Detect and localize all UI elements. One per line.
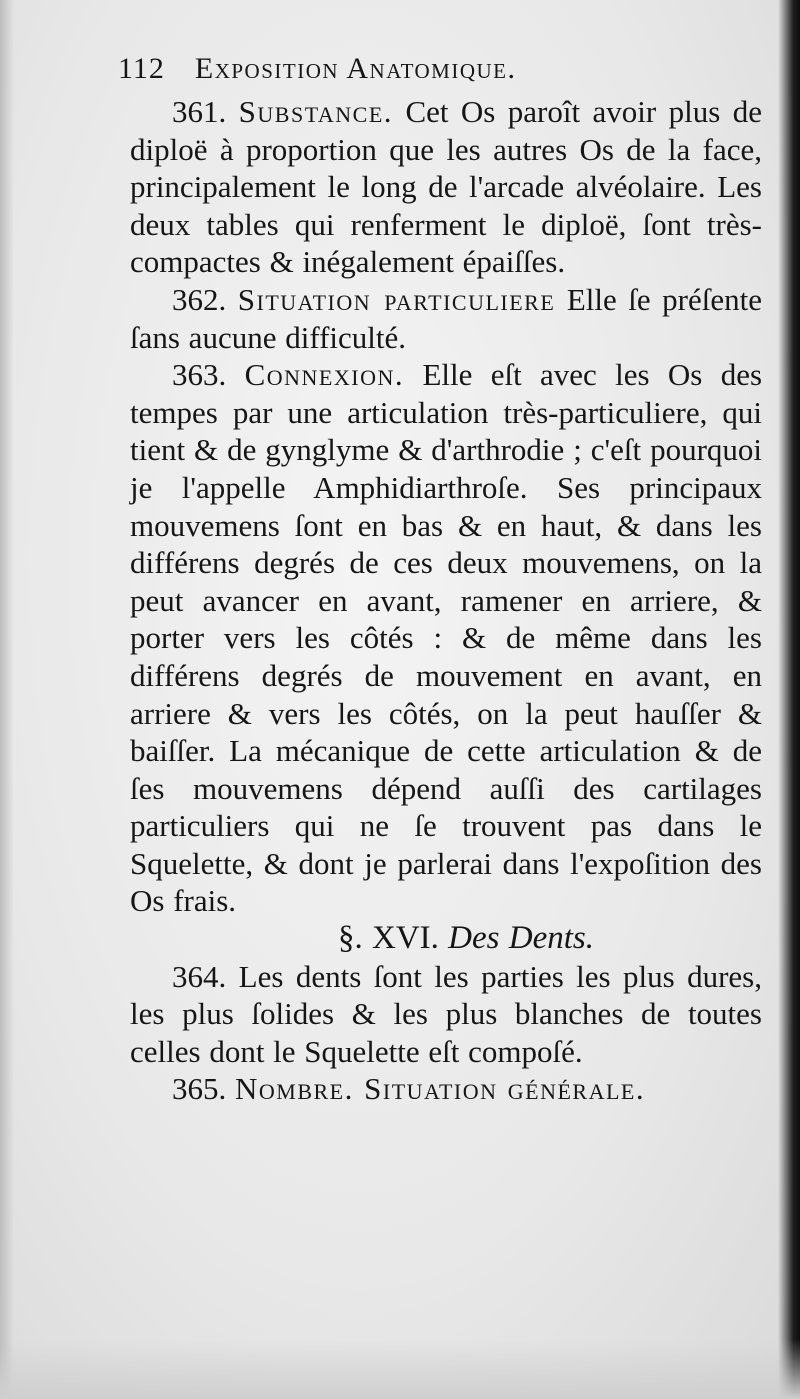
- running-title: Exposition Anatomique.: [194, 52, 517, 85]
- paragraph-363: [130, 356, 762, 920]
- section-heading: [130, 920, 762, 958]
- paragraph-number: 363.: [172, 357, 227, 393]
- paragraph-title: Situation particuliere: [237, 281, 556, 317]
- gutter-shadow: [0, 0, 14, 1399]
- paragraph-text: Les dents ſont les parties les plus dures, les plus ſolides & les plus blanches de toutes celles dont le Squelette eſt compoſé.: [130, 958, 762, 1069]
- paragraph-text: Cet Os paroît avoir plus de diploë à proportion que les autres Os de la face, principalement le long de l'arcade alvéolaire. Les deux tables qui renferment le diploë, ſont très-compactes & inégalement épaiſſes.: [130, 94, 762, 280]
- section-title: Des Dents.: [448, 920, 594, 957]
- page-number: 112: [118, 52, 165, 85]
- paragraph-362: [130, 281, 762, 356]
- running-head: [118, 52, 678, 86]
- body-text: [130, 93, 762, 1108]
- paragraph-361: [130, 93, 762, 281]
- paragraph-text: Elle ſe préſente ſans aucune difficulté.: [130, 281, 763, 355]
- bottom-shade: [0, 1339, 800, 1399]
- paragraph-number: 365.: [172, 1071, 227, 1107]
- paragraph-number: 361.: [172, 94, 227, 129]
- paragraph-title: Substance.: [238, 94, 394, 129]
- paragraph-365: [130, 1070, 762, 1108]
- page-edge: [778, 0, 800, 1399]
- section-number: §. XVI.: [338, 920, 439, 957]
- paragraph-title: Nombre. Situation générale.: [235, 1071, 646, 1107]
- paragraph-number: 364.: [172, 958, 227, 994]
- paragraph-number: 362.: [172, 281, 227, 317]
- paragraph-364: [130, 958, 762, 1071]
- paragraph-text: Elle eſt avec les Os des tempes par une articulation très-particuliere, qui tient & de gynglyme & d'arthrodie ; c'eſt pourquoi je l'appelle Amphidiarthroſe. Ses principaux mouvemens ſont en bas & en haut, & dans les différens degrés de ces deux mouvemens, on la peut avancer en avant, ramener en arriere, & porter vers les côtés : & de même dans les différens degrés de mouvement en avant, en arriere & vers les côtés, on la peut hauſſer & baiſſer. La mécanique de cette articulation & de ſes mouvemens dépend auſſi des cartilages particuliers qui ne ſe trouvent pas dans le Squelette, & dont je parlerai dans l'expoſition des Os frais.: [130, 357, 763, 919]
- paragraph-title: Connexion.: [244, 357, 405, 393]
